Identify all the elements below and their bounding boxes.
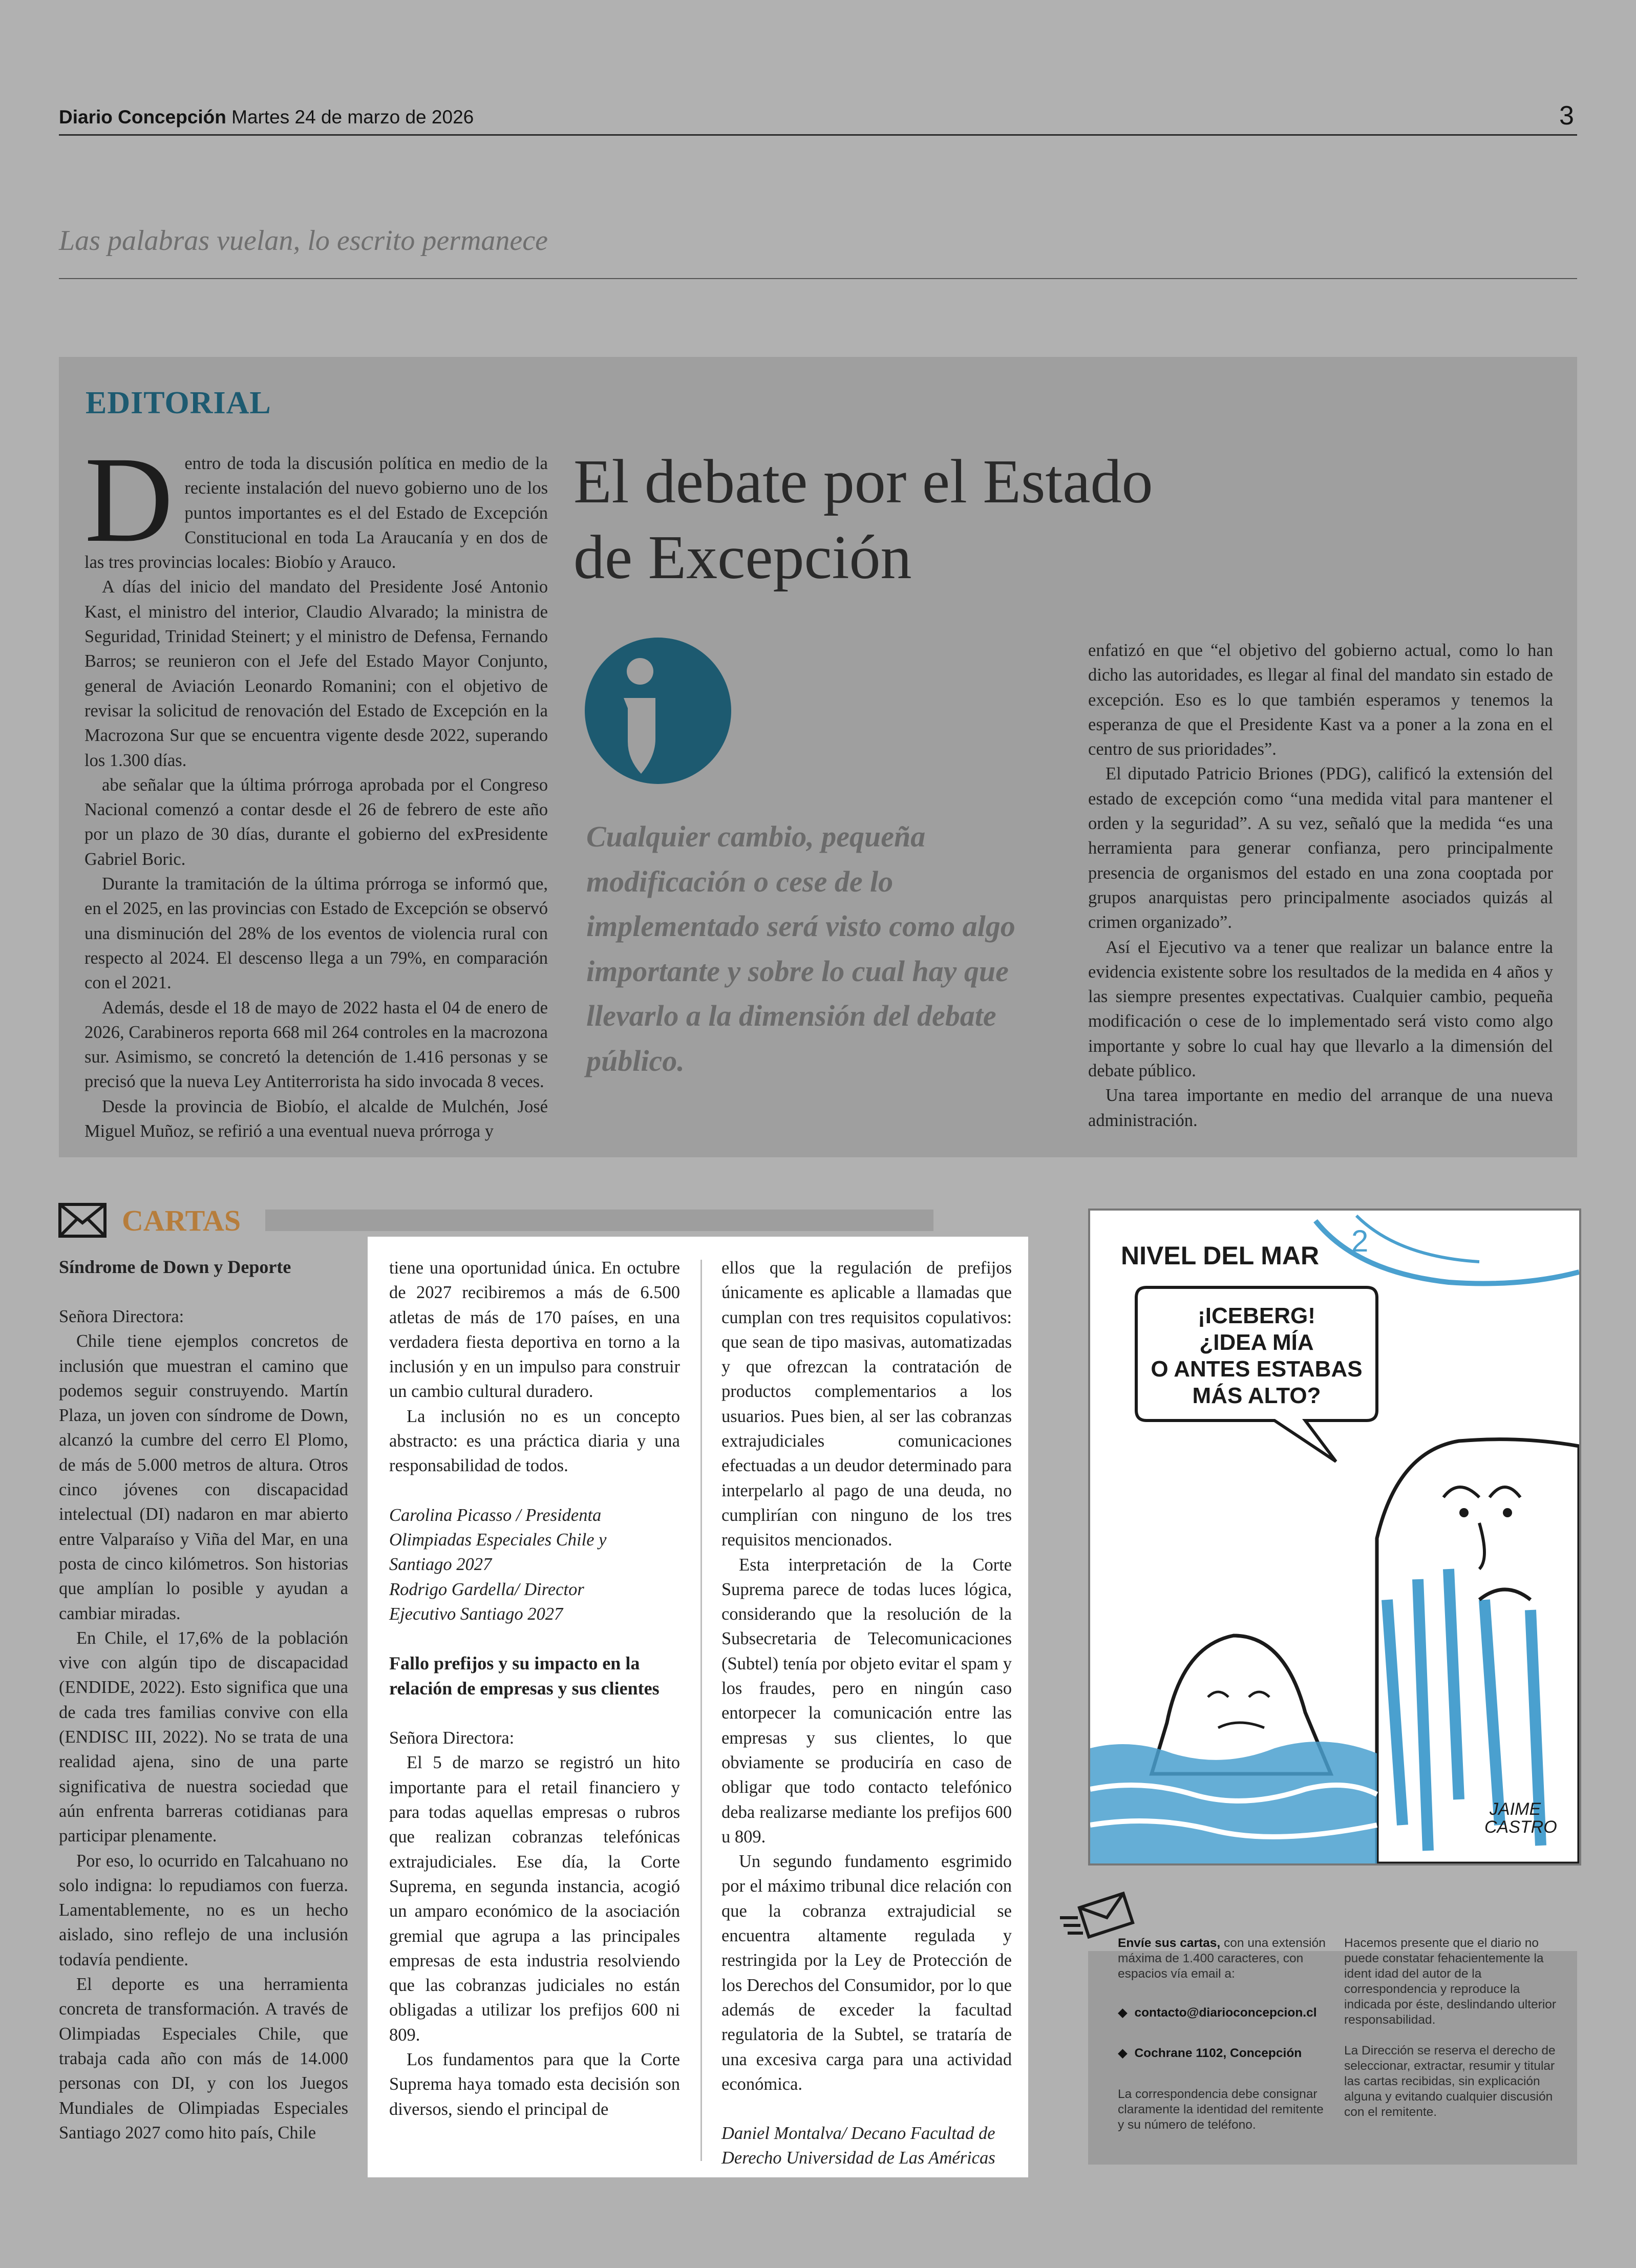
tagline-rule [59, 278, 1577, 279]
contact-email[interactable]: contacto@diarioconcepcion.cl [1134, 2006, 1317, 2020]
letter-paragraph: Un segundo fundamento esgrimido por el máximo tribunal dice relación con que la cobranza extrajudicial se encuentra altamente regulada y restringida por la Ley de Protección de los Derechos del Consumidor, por lo que además de exceder la facultad regulatoria de la Subtel, se trataría de una excesiva carga para una actividad económica. [721, 1852, 1012, 2094]
letter-title: Síndrome de Down y Deporte [59, 1257, 291, 1277]
letter-signature: Daniel Montalva/ Decano Facultad de [721, 2124, 995, 2144]
flying-envelope-icon [1057, 1887, 1139, 1943]
pullquote: Cualquier cambio, pequeña modificación o cese de lo implementado será visto como algo importante y sobre lo cual hay que llevarlo a la dimensión del debate público. [586, 820, 1015, 1077]
tagline: Las palabras vuelan, lo escrito permanece [59, 225, 548, 257]
letter-paragraph: El 5 de marzo se registró un hito importante para el retail financiero y para todas aquellas empresas o rubros que realizan cobranzas telefónicas extrajudiciales. Ese día, la Corte Suprema, en segunda instancia, acogió un amparo económico de la asociación gremial que agrupa a las principales empresas de esta industria resolviendo que las cobranzas judiciales no están obligadas a utilizar los prefijos 600 ni 809. [389, 1753, 680, 2045]
contact-address: Cochrane 1102, Concepción [1134, 2046, 1302, 2060]
editorial-column-3 [1088, 638, 1553, 1133]
headline-line-2: de Excepción [573, 523, 912, 592]
editorial-label: EDITORIAL [86, 386, 271, 420]
cartoon-bubble-line: MÁS ALTO? [1192, 1383, 1321, 1408]
cartas-label: CARTAS [122, 1204, 241, 1237]
letter-paragraph: ellos que la regulación de prefijos únicamente es aplicable a llamadas que cumplan con tres requisitos copulativos: que sean de tipo masivas, automatizadas y que ofrezcan la contratación de productos complementarios a los usuarios. Pues bien, al ser las cobranzas extrajudiciales comunicaciones efectuadas a un deudor determinado para interpelarlo al pago de una deuda, no cumplirían con ninguno de los tres requisitos mencionados. [721, 1258, 1012, 1550]
column-divider [700, 1260, 702, 2161]
contact-editorial-rights: La Dirección se reserva el derecho de seleccionar, extractar, resumir y titular las cartas recibidas, sin explicación alguna y evitando cualquier discusión con el remitente. [1344, 2044, 1556, 2119]
info-i-icon [584, 637, 732, 785]
editorial-paragraph: A días del inicio del mandato del Presidente José Antonio Kast, el ministro del interior, Claudio Alvarado; la ministra de Seguridad, Trinidad Steinert; y el ministro de Defensa, Fernando Barros; se reunieron con el Jefe del Estado Mayor Conjunto, general de Aviación Leonardo Romanini; con el objetivo de revisar la solicitud de renovación del Estado de Excepción en la Macrozona Sur que se encuentra vigente desde 2022, superando los 1.300 días. [84, 577, 548, 770]
letter-title: Fallo prefijos y su impacto en la relación de empresas y sus clientes [389, 1653, 660, 1699]
issue-date: Martes 24 de marzo de 2026 [231, 107, 474, 128]
page-number: 3 [1559, 101, 1574, 131]
envelope-icon [58, 1202, 107, 1238]
editorial-paragraph: Además, desde el 18 de mayo de 2022 hasta el 04 de enero de 2026, Carabineros reporta 668 mil 264 controles en la macrozona sur. Asimismo, se concretó la detención de 1.416 personas y se precisó que la nueva Ley Antiterrorista ha sido invocada 8 veces. [84, 998, 548, 1092]
contact-intro [1118, 1936, 1333, 1982]
cartoon-bubble-line: O ANTES ESTABAS [1151, 1356, 1363, 1382]
editorial-column-1 [84, 431, 548, 1143]
contact-email-row: ◆ contacto@diarioconcepcion.cl [1118, 2006, 1317, 2020]
letter-signature: Derecho Universidad de Las Américas [721, 2148, 995, 2168]
editorial-paragraph: enfatizó en que “el objetivo del gobierno actual, como lo han dicho las autoridades, es llegar al final del mandato sin estado de excepción. Eso es lo que también esperamos y tenemos la esperanza de que el Presidente Kast va a poner a la zona en el centro de sus prioridades”. [1088, 641, 1553, 759]
editorial-headline [573, 444, 1239, 596]
masthead [59, 107, 474, 128]
letter-signature: Rodrigo Gardella/ Director [389, 1579, 584, 1599]
contact-disclaimer: Hacemos presente que el diario no puede constatar fehacientemente la ident idad del autor de la correspondencia y reproduce la indicada por éste, deslindando ulterior responsabilidad. [1344, 1936, 1557, 2027]
letter-paragraph: Los fundamentos para que la Corte Suprema haya tomado esta decisión son diversos, siendo el principal de [389, 2050, 680, 2119]
cartoonist-signature: JAIME [1490, 1799, 1541, 1819]
contact-note: La correspondencia debe consignar claramente la identidad del remitente y su número de teléfono. [1118, 2087, 1324, 2132]
letter-signature: Santiago 2027 [389, 1555, 492, 1575]
cartoon-illustration [1090, 1211, 1579, 1863]
contact-address-row: ◆ Cochrane 1102, Concepción [1118, 2046, 1302, 2060]
drop-cap: D [84, 431, 174, 567]
editorial-paragraph: abe señalar que la última prórroga aprobada por el Congreso Nacional comenzó a contar desde el 26 de febrero de este año por un plazo de 30 días, durante el gobierno del exPresidente Gabriel Boric. [84, 775, 548, 869]
cartoon-title: NIVEL DEL MAR [1121, 1241, 1320, 1270]
headline-line-1: El debate por el Estado [573, 447, 1153, 516]
letter-paragraph: La inclusión no es un concepto abstracto: es una práctica diaria y una responsabilidad de todos. [389, 1406, 680, 1476]
paper-name: Diario Concepción [59, 107, 226, 128]
contact-intro-text: con una extensión máxima de 1.400 caracteres, con espacios vía email a: [1118, 1936, 1326, 1981]
letter-paragraph: El deporte es una herramienta concreta de transformación. A través de Olimpiadas Especiales Chile, que trabaja cada año con más de 14.000 personas con DI, y con los Juegos Mundiales de Olimpiadas Especiales Santiago 2027 como hito país, Chile [59, 1975, 348, 2143]
editorial-paragraph: Una tarea importante en medio del arranque de una nueva administración. [1088, 1086, 1553, 1130]
letter-paragraph: En Chile, el 17,6% de la población vive con algún tipo de discapacidad (ENDIDE, 2022). Esto significa que una de cada tres familias convive con ella (ENDISC III, 2022). No se trata de una realidad ajena, sino de una parte significativa de nuestra sociedad que aún enfrenta barreras cotidianas para participar plenamente. [59, 1628, 348, 1846]
cartas-header-bar [265, 1210, 933, 1231]
editorial-paragraph: Durante la tramitación de la última prórroga se informó que, en el 2025, en las provincias con Estado de Excepción se observó una disminución del 28% de los eventos de violencia rural con respecto al 2024. El descenso llega a un 79%, en comparación con el 2021. [84, 874, 548, 993]
editorial-paragraph: Desde la provincia de Biobío, el alcalde de Mulchén, José Miguel Muñoz, se refirió a una eventual nueva prórroga y [84, 1096, 548, 1141]
svg-text:2: 2 [1351, 1224, 1369, 1258]
letter-paragraph: tiene una oportunidad única. En octubre de 2027 recibiremos a más de 6.500 atletas de más de 170 países, en una verdadera fiesta deportiva en torno a la inclusión y en un impulso para construir un cambio cultural duradero. [389, 1258, 680, 1402]
letter-signature: Ejecutivo Santiago 2027 [389, 1604, 563, 1624]
cartas-column-2 [389, 1256, 680, 2122]
letter-signature: Carolina Picasso / Presidenta [389, 1505, 602, 1525]
cartoon-bubble-line: ¿IDEA MÍA [1199, 1330, 1314, 1355]
letter-paragraph: Esta interpretación de la Corte Suprema parece de todas luces lógica, considerando que la resolución de la Subsecretaria de Telecomunicaciones (Subtel) tenía por objeto evitar el spam y los fraudes, pero en ningún caso entorpecer la comunicación entre las empresas y sus clientes, lo que obviamente se produciría en caso de obligar que todo contacto telefónico deba realizarse mediante los prefijos 600 u 809. [721, 1555, 1012, 1847]
masthead-rule [59, 134, 1577, 136]
editorial-paragraph: entro de toda la discusión política en medio de la reciente instalación del nuevo gobierno uno de los puntos importantes es el del Estado de Excepción Constitucional en toda La Araucanía y en dos de las tres provincias locales: Biobío y Arauco. [84, 454, 548, 573]
letter-signature: Olimpiadas Especiales Chile y [389, 1530, 607, 1550]
cartas-column-3 [721, 1256, 1012, 2171]
letter-salutation: Señora Directora: [59, 1307, 184, 1326]
cartas-column-1 [59, 1255, 348, 2145]
editorial-paragraph: Así el Ejecutivo va a tener que realizar un balance entre la evidencia existente sobre los resultados de la medida en 4 años y las siempre presentes expectativas. Cualquier cambio, pequeña modificación o cese de lo implementado será visto como algo importante y sobre lo cual hay que llevarlo a la dimensión del debate público. [1088, 937, 1553, 1081]
cartoonist-signature: CASTRO [1484, 1817, 1557, 1837]
editorial-paragraph: El diputado Patricio Briones (PDG), calificó la extensión del estado de excepción como “una medida vital para mantener el orden y la seguridad”. A su vez, señaló que la medida “es una herramienta para generar confianza, pero principalmente presencia de organismos del estado en una zona cooptada por grupos anarquistas pero principalmente asociados quizás al crimen organizado”. [1088, 764, 1553, 932]
letter-paragraph: Por eso, lo ocurrido en Talcahuano no solo indigna: lo repudiamos con fuerza. Lamentablemente, no es un hecho aislado, sino reflejo de una inclusión todavía pendiente. [59, 1851, 348, 1969]
letter-salutation: Señora Directora: [389, 1728, 515, 1748]
letter-paragraph: Chile tiene ejemplos concretos de inclusión que muestran el camino que podemos seguir construyendo. Martín Plaza, un joven con síndrome de Down, alcanzó la cumbre del cerro El Plomo, de más de 5.000 metros de altura. Otros cinco jóvenes con discapacidad intelectual (DI) nadaron en mar abierto entre Valparaíso y Viña del Mar, en una posta de cinco kilómetros. Son historias que amplían lo posible y ayudan a cambiar miradas. [59, 1331, 348, 1623]
cartoon-bubble-line: ¡ICEBERG! [1198, 1303, 1315, 1328]
contact-intro-bold: Envíe sus cartas, [1118, 1936, 1221, 1950]
